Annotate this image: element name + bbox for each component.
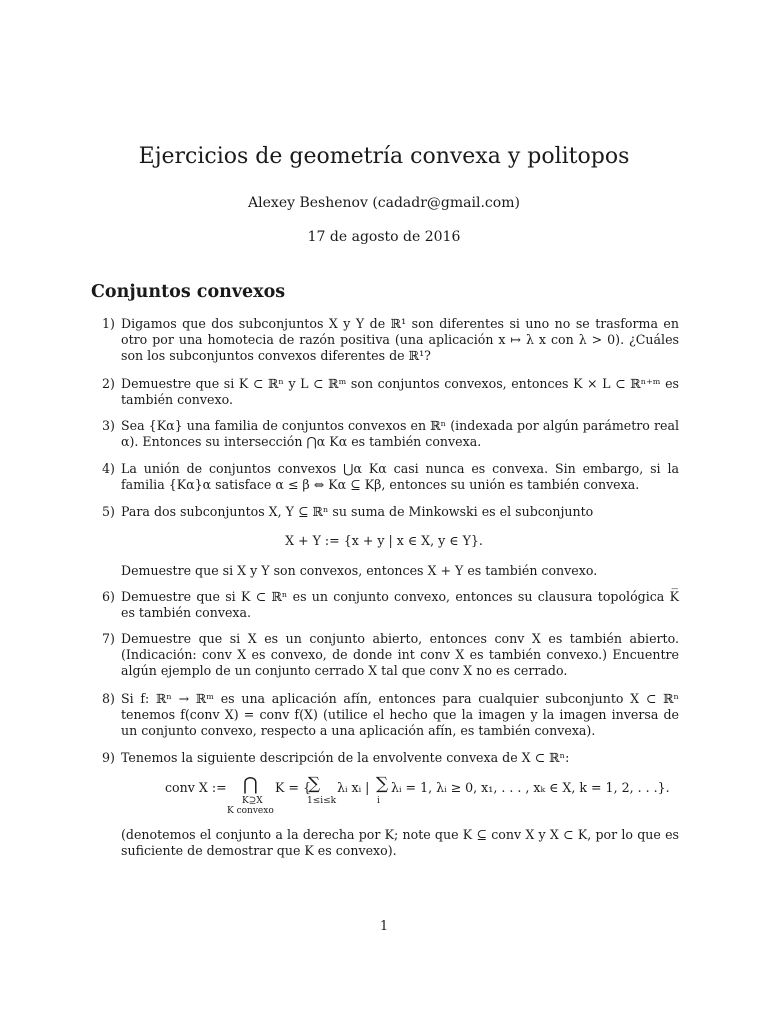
formula-term: λᵢ xᵢ | [337, 780, 370, 795]
section-heading: Conjuntos convexos [91, 282, 286, 302]
exercise-text: Demuestre que si X y Y son convexos, entonces X + Y es también convexo. [121, 563, 598, 578]
intersection-index-2: K convexo [227, 806, 274, 816]
exercise-text: Digamos que dos subconjuntos X y Y de ℝ¹ son diferentes si uno no se trasforma en otro por una homotecia de razón positiva (una aplicación x ↦ λ x con λ > 0). ¿Cuáles son los subconjuntos convexos diferentes de ℝ¹? [121, 316, 679, 363]
formula-lhs: conv X := [165, 780, 227, 795]
exercise-number: 9) [102, 750, 115, 765]
exercise-text: Para dos subconjuntos X, Y ⊆ ℝⁿ su suma de Minkowski es el subconjunto [121, 504, 594, 519]
convex-hull-formula [165, 776, 685, 820]
formula-k-open: K = { [275, 780, 311, 795]
exercise-number: 5) [102, 504, 115, 519]
sum-symbol-1: ∑ [308, 774, 321, 794]
exercise-number: 8) [102, 691, 115, 706]
author-line: Alexey Beshenov (cadadr@gmail.com) [248, 195, 520, 211]
exercise-text: Demuestre que si X es un conjunto abierto, entonces conv X es también abierto. (Indicación: conv X es convexo, de donde int conv X es también convexo.) Encuentre algún ejemplo de un conjunto cerrado X tal que conv X no es cerrado. [121, 631, 679, 678]
exercise-number: 2) [102, 376, 115, 391]
minkowski-equation: X + Y := {x + y | x ∈ X, y ∈ Y}. [285, 533, 483, 548]
document-title: Ejercicios de geometría convexa y politopos [138, 144, 630, 169]
exercise-text: Si f: ℝⁿ → ℝᵐ es una aplicación afín, entonces para cualquier subconjunto X ⊂ ℝⁿ tenemos f(conv X) = conv f(X) (utilice el hecho que la imagen y la imagen inversa de un conjunto convexo, respecto a una aplicación afín, es también convexa). [121, 691, 679, 738]
exercise-number: 4) [102, 461, 115, 476]
exercise-text: Demuestre que si K ⊂ ℝⁿ es un conjunto convexo, entonces su clausura topológica K̅ es también convexa. [121, 589, 679, 620]
exercise-text: Demuestre que si K ⊂ ℝⁿ y L ⊂ ℝᵐ son conjuntos convexos, entonces K × L ⊂ ℝⁿ⁺ᵐ es también convexo. [121, 376, 679, 407]
exercise-text: Sea {Kα} una familia de conjuntos convexos en ℝⁿ (indexada por algún parámetro real α). Entonces su intersección ⋂α Kα es también convexa. [121, 418, 679, 449]
intersection-index-1: K⊇X [242, 796, 263, 806]
formula-rest: λᵢ = 1, λᵢ ≥ 0, x₁, . . . , xₖ ∈ X, k = 1, 2, . . .}. [391, 780, 670, 795]
sum-index-2: i [377, 796, 380, 806]
date-line: 17 de agosto de 2016 [307, 229, 461, 245]
intersection-symbol: ⋂ [243, 774, 258, 795]
sum-symbol-2: ∑ [376, 774, 389, 794]
exercise-number: 1) [102, 316, 115, 331]
page-number: 1 [379, 918, 388, 933]
exercise-text: (denotemos el conjunto a la derecha por K; note que K ⊆ conv X y X ⊂ K, por lo que es suficiente de demostrar que K es convexo). [121, 827, 679, 858]
exercise-text: Tenemos la siguiente descripción de la envolvente convexa de X ⊂ ℝⁿ: [121, 750, 570, 765]
exercise-number: 6) [102, 589, 115, 604]
sum-index-1: 1≤i≤k [307, 796, 337, 806]
exercise-text: La unión de conjuntos convexos ⋃α Kα casi nunca es convexa. Sin embargo, si la familia {Kα}α satisface α ≤ β ⇔ Kα ⊆ Kβ, entonces su unión es también convexa. [121, 461, 679, 492]
exercise-number: 7) [102, 631, 115, 646]
exercise-number: 3) [102, 418, 115, 433]
